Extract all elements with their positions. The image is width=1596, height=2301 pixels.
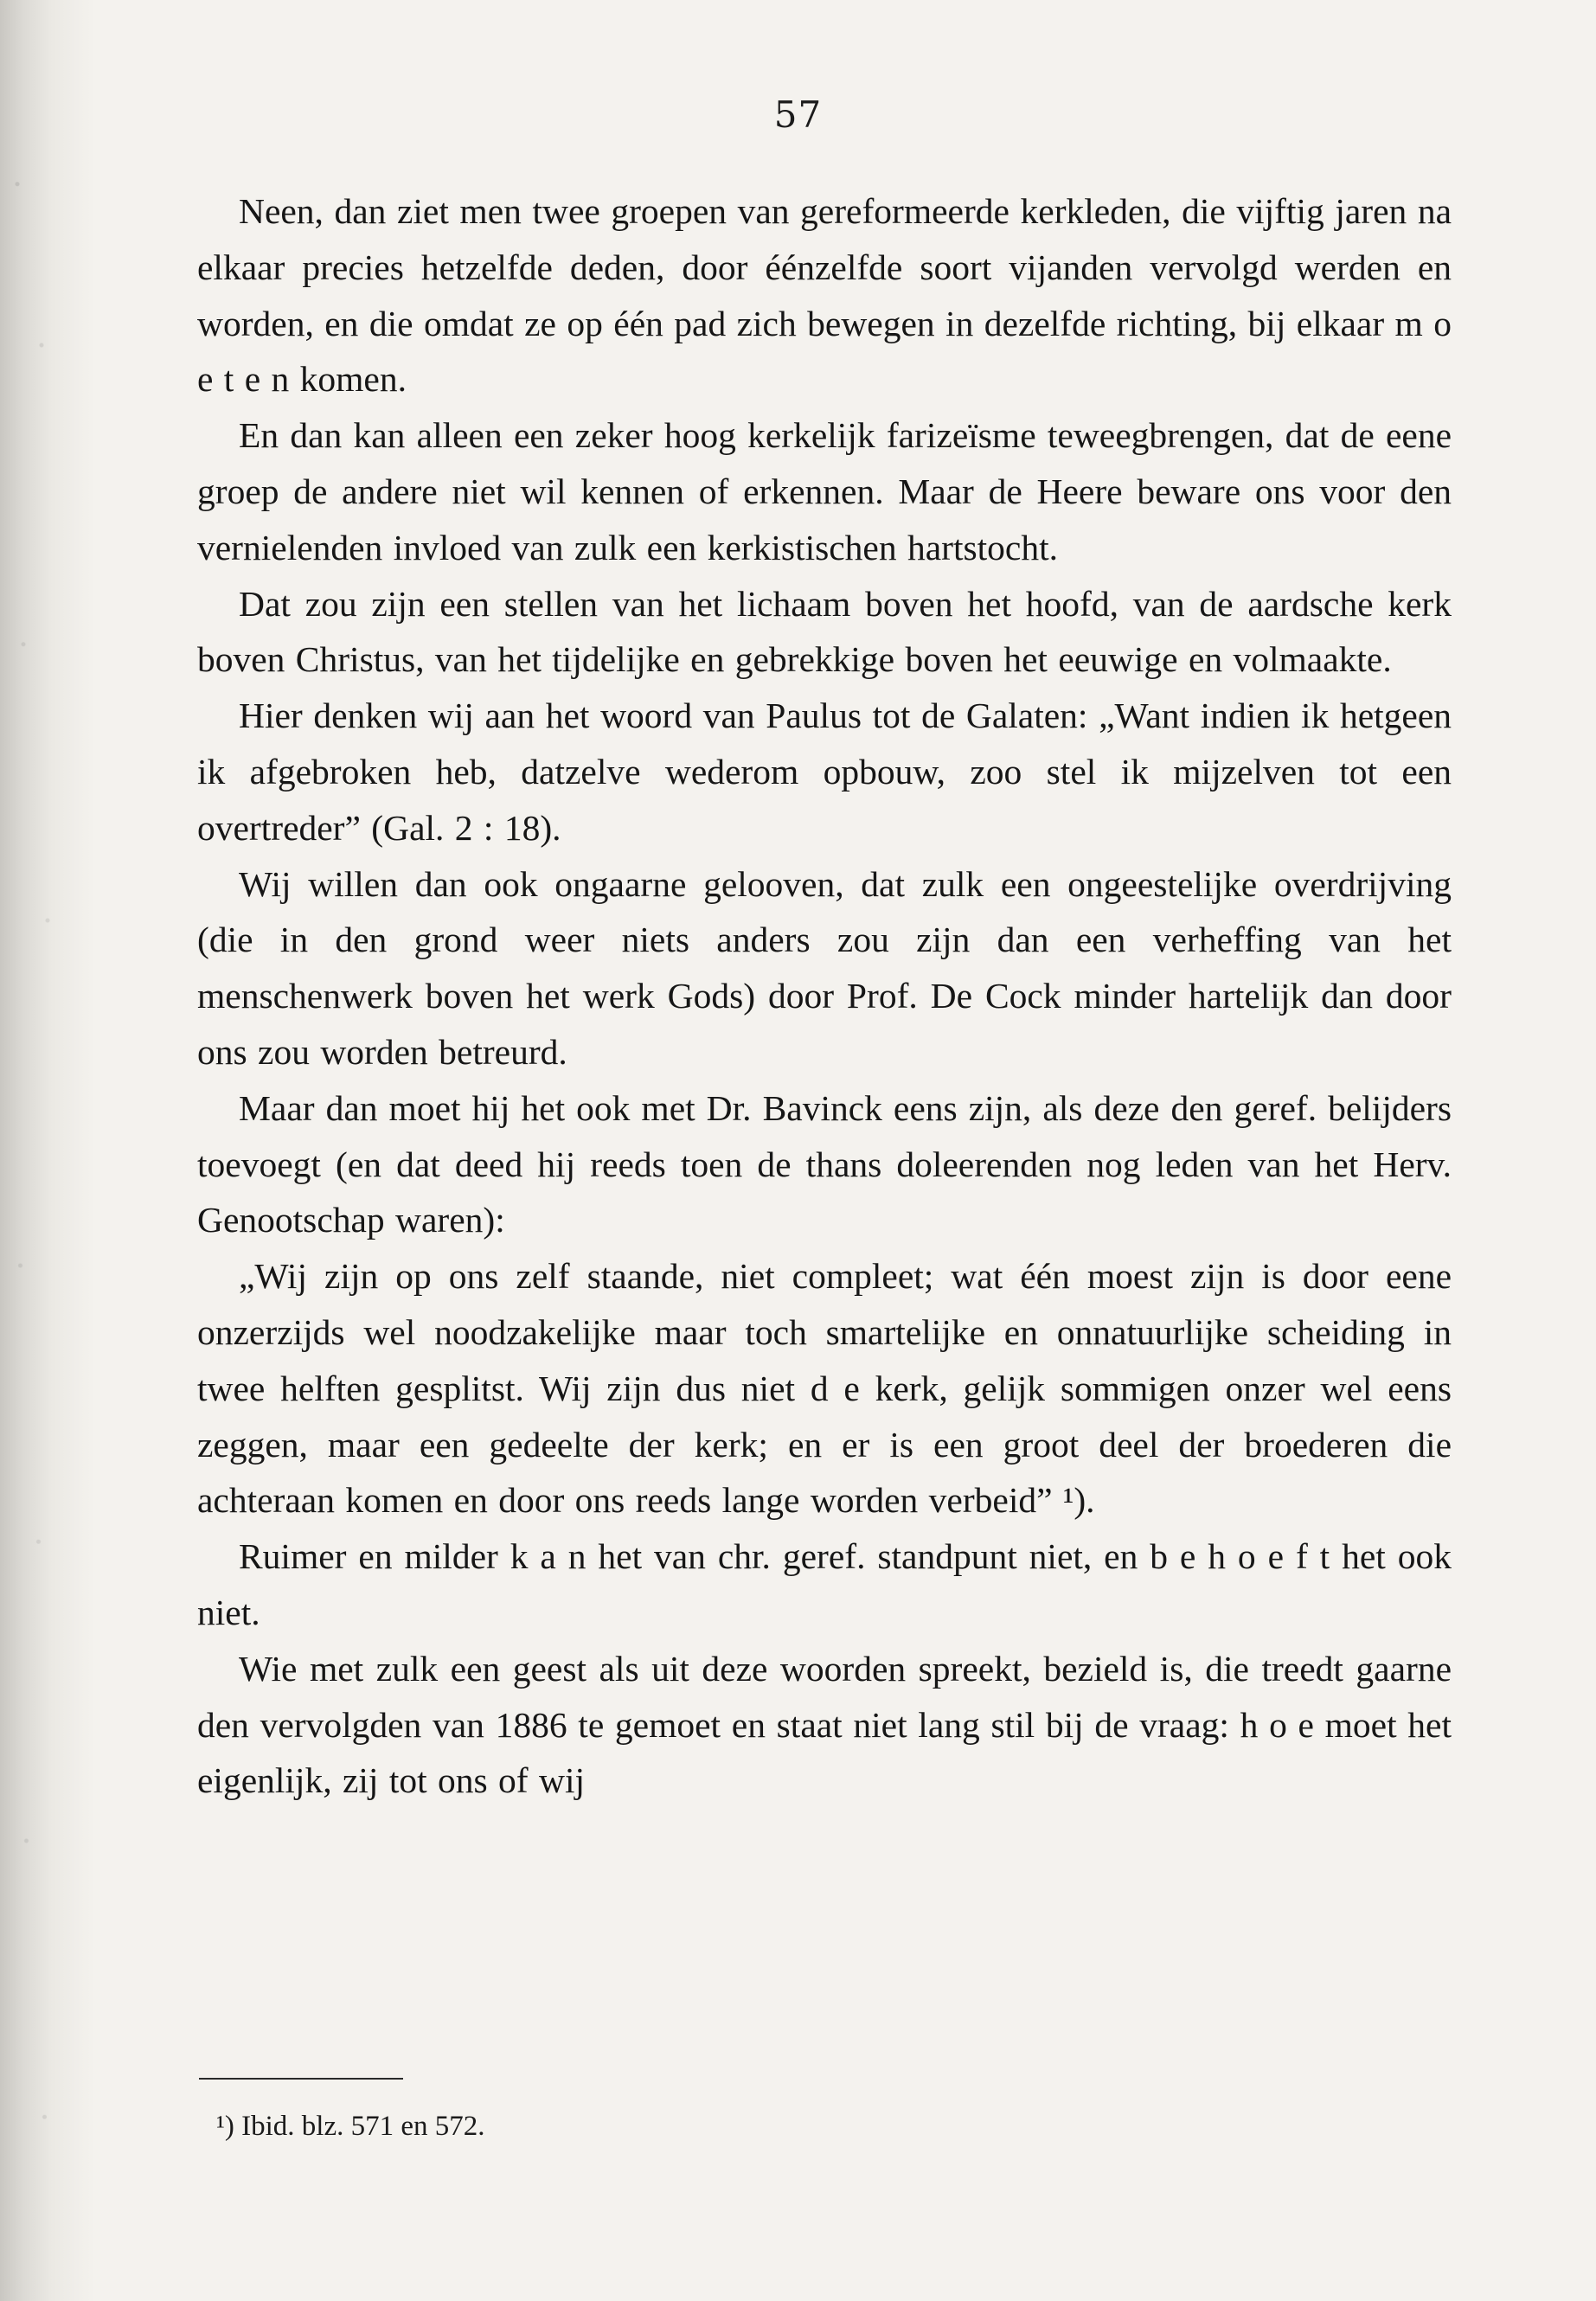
paragraph-9: Wie met zulk een geest als uit deze woorden spreekt, bezield is, die treedt gaarne den vervolgden van 1886 te gemoet en staat niet lang stil bij de vraag: h o e moet het eigenlijk, zij tot ons of wij	[197, 1648, 1452, 1801]
page-number: 57	[773, 93, 823, 136]
paragraph-8: Ruimer en milder k a n het van chr. geref. standpunt niet, en b e h o e f t het ook niet.	[197, 1536, 1452, 1632]
footnote: ¹) Ibid. blz. 571 en 572.	[216, 2111, 485, 2142]
paragraph-5: Wij willen dan ook ongaarne gelooven, dat zulk een ongeestelijke overdrijving (die in den grond weer niets anders zou zijn dan een verheffing van het menschenwerk boven het werk Gods) door Prof. De Cock minder hartelijk dan door ons zou worden betreurd.	[197, 863, 1452, 1072]
footnote-rule	[199, 2078, 403, 2080]
paragraph-2: En dan kan alleen een zeker hoog kerkelijk farizeïsme teweegbrengen, dat de eene groep de andere niet wil kennen of erkennen. Maar de Heere beware ons voor den vernielenden invloed van zulk een kerkistischen hartstocht.	[197, 415, 1452, 567]
paragraph-6: Maar dan moet hij het ook met Dr. Bavinck eens zijn, als deze den geref. belijders toevoegt (en dat deed hij reeds toen de thans doleerenden nog leden van het Herv. Genootschap waren):	[197, 1087, 1452, 1240]
paragraph-4: Hier denken wij aan het woord van Paulus tot de Galaten: „Want indien ik hetgeen ik afgebroken heb, datzelve wederom opbouw, zoo stel ik mijzelven tot een overtreder” (Gal. 2 : 18).	[197, 695, 1452, 848]
paragraph-7: „Wij zijn op ons zelf staande, niet compleet; wat één moest zijn is door eene onzerzijds wel noodzakelijke maar toch smartelijke en onnatuurlijke scheiding in twee helften gesplitst. Wij zijn dus niet d e kerk, gelijk sommigen onzer wel eens zeggen, maar een gedeelte der kerk; en er is een groot deel der broederen die achteraan komen en door ons reeds lange worden verbeid” ¹).	[197, 1256, 1452, 1521]
paragraph-3: Dat zou zijn een stellen van het lichaam boven het hoofd, van de aardsche kerk boven Christus, van het tijdelijke en gebrekkige boven het eeuwige en volmaakte.	[197, 583, 1452, 680]
page-gutter-specks	[5, 0, 66, 2301]
body-text	[197, 183, 1452, 1809]
paragraph-1: Neen, dan ziet men twee groepen van gereformeerde kerkleden, die vijftig jaren na elkaar precies hetzelfde deden, door éénzelfde soort vijanden vervolgd werden en worden, en die omdat ze op één pad zich bewegen in dezelfde richting, bij elkaar m o e t e n komen.	[197, 191, 1452, 400]
